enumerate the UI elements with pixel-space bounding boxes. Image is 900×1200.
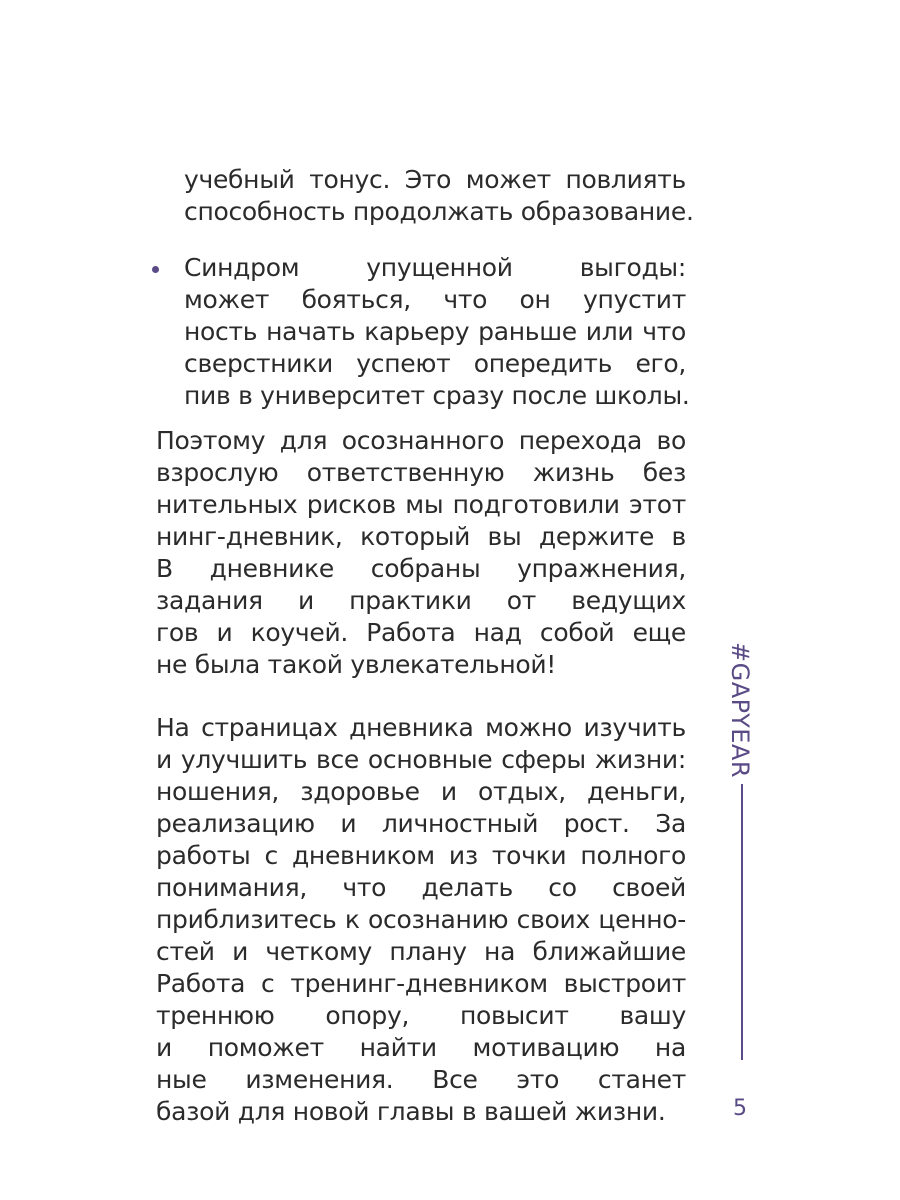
text-line: сверстники успеют опередить его,	[184, 349, 686, 378]
text-line: Работа с тренинг-дневником выстроит	[156, 969, 686, 998]
text-line: гов и коучей. Работа над собой еще	[156, 618, 686, 647]
sidebar-vertical-rule	[741, 784, 743, 1060]
text-line: ношения, здоровье и отдых, деньги,	[156, 777, 686, 806]
text-line: ность начать карьеру раньше или что	[184, 317, 686, 346]
text-line: нинг-дневник, который вы держите в	[156, 522, 686, 551]
text-line: может бояться, что он упустит	[184, 285, 686, 314]
text-line: и поможет найти мотивацию на	[156, 1033, 686, 1062]
page-number: 5	[733, 1096, 747, 1121]
text-line: способность продолжать образование.	[184, 197, 694, 226]
text-line: стей и четкому плану на ближайшие	[156, 937, 686, 966]
text-line: взрослую ответственную жизнь без	[156, 458, 686, 487]
text-line: понимания, что делать со своей	[156, 873, 686, 902]
text-line: не была такой увлекательной!	[156, 650, 557, 679]
bullet-dot-icon	[152, 266, 159, 273]
text-line: приблизитесь к осознанию своих ценно-	[156, 905, 686, 934]
text-line: нительных рисков мы подготовили этот	[156, 490, 686, 519]
text-line: задания и практики от ведущих	[156, 586, 686, 615]
text-line: треннюю опору, повысит вашу	[156, 1001, 686, 1030]
text-line: реализацию и личностный рост. За	[156, 809, 686, 838]
text-line: На страницах дневника можно изучить	[156, 713, 686, 742]
text-line: пив в университет сразу после школы.	[184, 381, 690, 410]
text-line: Синдром упущенной выгоды:	[184, 253, 686, 282]
text-line: ные изменения. Все это станет	[156, 1065, 686, 1094]
text-line: учебный тонус. Это может повлиять	[184, 165, 686, 194]
text-line: и улучшить все основные сферы жизни:	[156, 745, 686, 774]
text-line: Поэтому для осознанного перехода во	[156, 426, 686, 455]
text-line: работы с дневником из точки полного	[156, 841, 686, 870]
text-line: базой для новой главы в вашей жизни.	[156, 1097, 666, 1126]
sidebar-hashtag: #GAPYEAR	[726, 642, 754, 778]
text-line: В дневнике собраны упражнения,	[156, 554, 686, 583]
